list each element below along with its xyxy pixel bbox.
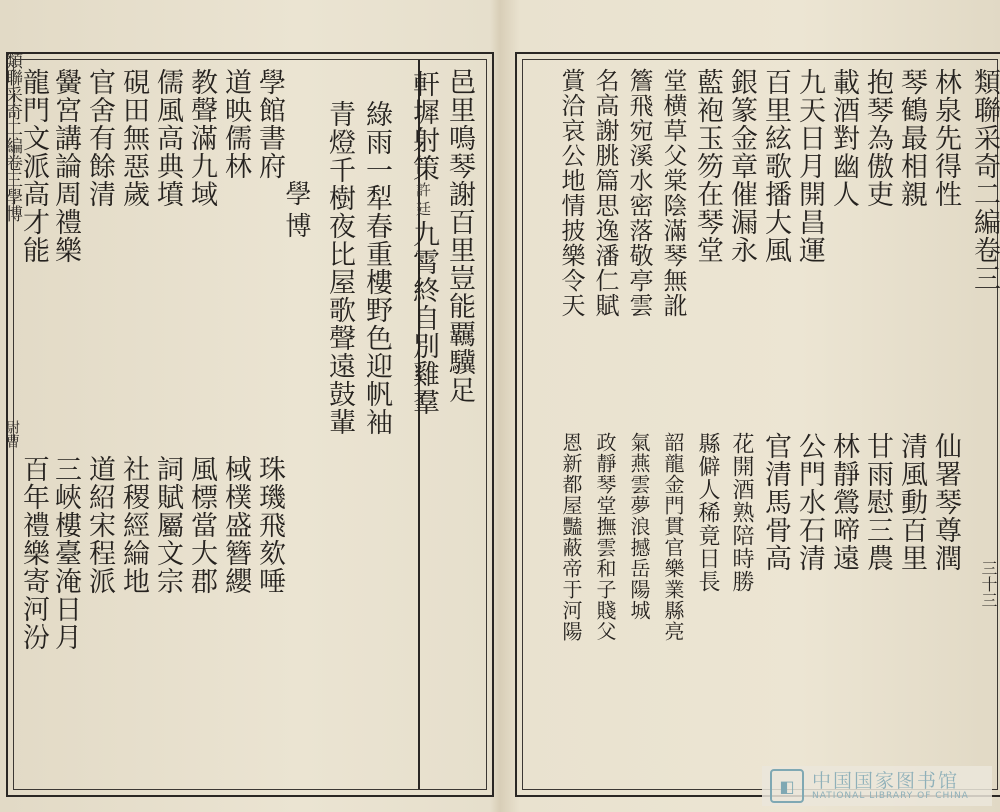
edge-title-text: 類聯采奇二編卷三學博 [2, 52, 22, 222]
text-column: 抱琴為傲吏 [862, 68, 893, 208]
library-logo-icon: ◧ [770, 769, 804, 803]
text-column: 銀篆金章催漏永 [726, 68, 757, 264]
left-page-frame [13, 59, 487, 790]
watermark-en: NATIONAL LIBRARY OF CHINA [812, 790, 969, 801]
text-column: 軒墀射策許廷九霄終自別雞羣 [408, 70, 439, 416]
left-page [6, 52, 494, 797]
text-column: 硯田無惡歲 [118, 68, 149, 208]
text-column: 青燈千樹夜比屋歌聲遠鼓輩 [324, 100, 355, 436]
text-column: 道映儒林 [220, 68, 251, 180]
watermark-cn: 中国国家图书馆 [812, 769, 960, 792]
text-column: 名高謝朓篇思逸潘仁賦 [591, 68, 619, 318]
text-column: 類聯采奇二編卷三 [969, 68, 1000, 292]
page-number: 三十三 [979, 560, 998, 608]
text-column: 縣僻人稀竟日長 [695, 432, 720, 593]
text-column: 載酒對幽人 [828, 68, 859, 208]
text-column: 恩新都屋豔蔽帝于河陽 [559, 432, 583, 642]
text-column: 林泉先得性 [930, 68, 961, 208]
text-column: 政靜琴堂撫雲和子賤父 [593, 432, 617, 642]
text-column: 綠雨一犁春重樓野色迎帆袖 [361, 100, 392, 436]
section-heading: 學博 [281, 180, 311, 244]
text-column: 藍袍玉笏在琴堂 [692, 68, 723, 264]
text-column: 黌宮講論周禮樂 [50, 68, 81, 264]
text-column: 清風動百里 [896, 432, 927, 572]
text-column: 儒風高典墳 [152, 68, 183, 208]
text-column: 堂横草父棠陰滿琴無訛 [659, 68, 687, 318]
text-column: 三峽樓臺淹日月 [50, 455, 81, 651]
text-column: 社稷經綸地 [118, 455, 149, 595]
text-column: 學館書府 [254, 68, 285, 180]
text-column: 簷飛宛溪水密落敬亭雲 [625, 68, 653, 318]
text-column: 公門水石清 [794, 432, 825, 572]
watermark-text [812, 771, 969, 802]
text-column: 百年禮樂寄河汾 [18, 455, 49, 651]
text-column: 邑里鳴琴謝百里豈能覊驥足 [444, 68, 475, 404]
text-column: 百里絃歌播大風 [760, 68, 791, 264]
text-column: 詞賦屬文宗 [152, 455, 183, 595]
text-column: 龍門文派高才能 [18, 68, 49, 264]
text-column: 九天日月開昌運 [794, 68, 825, 264]
text-column: 韶龍金門貫官樂業縣亮 [661, 432, 685, 642]
text-column: 琴鶴最相親 [896, 68, 927, 208]
text-column: 氣燕雲夢浪撼岳陽城 [627, 432, 651, 621]
text-column: 賞洽哀公地情披樂令天 [557, 68, 585, 318]
text-column: 教聲滿九域 [186, 68, 217, 208]
text-column: 官清馬骨高 [760, 432, 791, 572]
text-column: 道紹宋程派 [84, 455, 115, 595]
text-column: 風標當大郡 [186, 455, 217, 595]
right-page-frame [522, 59, 998, 790]
text-column: 甘雨慰三農 [862, 432, 893, 572]
text-column: 棫樸盛簪纓 [220, 455, 251, 595]
library-watermark [762, 766, 992, 806]
text-column: 仙署琴尊潤 [930, 432, 961, 572]
text-column: 官舍有餘清 [84, 68, 115, 208]
text-column: 花開酒熟陪時勝 [729, 432, 754, 593]
text-column: 林靜鶯啼遠 [828, 432, 859, 572]
page-sub-label: 尉曹 [4, 420, 20, 448]
text-column: 珠璣飛欬唾 [254, 455, 285, 595]
right-page [515, 52, 1000, 797]
